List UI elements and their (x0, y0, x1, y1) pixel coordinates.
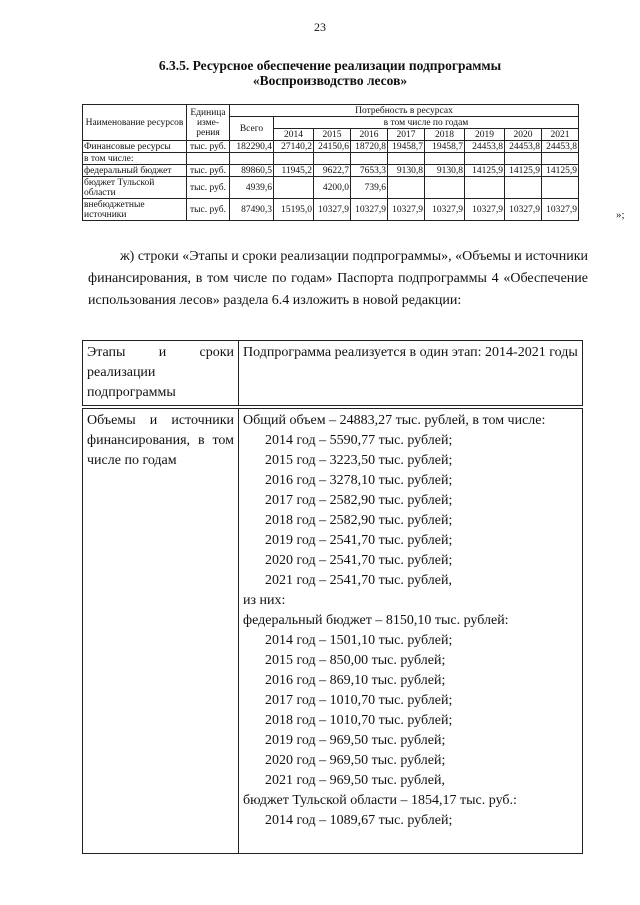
funding-line: из них: (243, 593, 286, 608)
resource-name-cell: Финансовые ресурсы (83, 141, 187, 153)
funding-line: 2019 год – 2541,70 тыс. рублей; (265, 533, 453, 548)
funding-line: 2019 год – 969,50 тыс. рублей; (265, 733, 446, 748)
resource-value-cell: 11945,2 (274, 165, 314, 177)
resource-unit-cell: тыс. руб. (187, 199, 230, 221)
col-header-by-years: в том числе по годам (274, 117, 579, 129)
funding-line: 2014 год – 5590,77 тыс. рублей; (265, 433, 453, 448)
section-title-line1: 6.3.5. Ресурсное обеспечение реализации подпрограммы (158, 58, 502, 73)
year-header-cell: 2014 (274, 129, 314, 141)
funding-line: 2014 год – 1089,67 тыс. рублей; (265, 813, 453, 828)
resource-total-cell: 4939,6 (230, 177, 274, 199)
resource-value-cell (314, 153, 351, 165)
col-header-total: Всего (230, 117, 274, 141)
funding-line: 2018 год – 2582,90 тыс. рублей; (265, 513, 453, 528)
resource-table-wrapper (82, 104, 579, 221)
resource-total-cell: 89860,5 (230, 165, 274, 177)
funding-line: 2018 год – 1010,70 тыс. рублей; (265, 713, 453, 728)
resource-value-cell (542, 153, 579, 165)
resource-table-row (83, 165, 579, 177)
resource-total-cell: 87490,3 (230, 199, 274, 221)
stage-table (82, 340, 583, 406)
funding-line: 2016 год – 869,10 тыс. рублей; (265, 673, 446, 688)
resource-value-cell: 19458,7 (425, 141, 465, 153)
col-header-name: Наименование ресурсов (83, 105, 187, 141)
col-header-unit (187, 105, 230, 141)
section-title (120, 58, 540, 88)
funding-table (82, 408, 583, 854)
resource-value-cell: 27140,2 (274, 141, 314, 153)
resource-table-row (83, 153, 579, 165)
year-header-cell: 2020 (505, 129, 542, 141)
resource-value-cell: 24453,8 (542, 141, 579, 153)
resource-value-cell: 7653,3 (351, 165, 388, 177)
resource-table-row (83, 199, 579, 221)
resource-value-cell: 18720,8 (351, 141, 388, 153)
resource-name-cell: в том числе: (83, 153, 187, 165)
funding-line: Общий объем – 24883,27 тыс. рублей, в том числе: (243, 413, 546, 428)
resource-table-row (83, 141, 579, 153)
funding-line: 2021 год – 969,50 тыс. рублей, (265, 773, 445, 788)
resource-value-cell (388, 153, 425, 165)
resource-unit-cell: тыс. руб. (187, 141, 230, 153)
resource-value-cell (274, 177, 314, 199)
year-header-cell: 2015 (314, 129, 351, 141)
resource-name-cell: бюджет Тульской области (83, 177, 187, 199)
resource-total-cell (230, 153, 274, 165)
funding-line: 2014 год – 1501,10 тыс. рублей; (265, 633, 453, 648)
resource-value-cell: 9622,7 (314, 165, 351, 177)
resource-table-body (83, 141, 579, 221)
resource-value-cell (388, 177, 425, 199)
resource-value-cell: 10327,9 (388, 199, 425, 221)
resource-name-cell: внебюджетные источники (83, 199, 187, 221)
closing-quote-mark: »; (616, 209, 625, 221)
resource-name-cell: федеральный бюджет (83, 165, 187, 177)
resource-unit-cell (187, 153, 230, 165)
resource-value-cell: 9130,8 (388, 165, 425, 177)
page-number: 23 (314, 20, 326, 34)
resource-value-cell: 24453,8 (505, 141, 542, 153)
funding-line: федеральный бюджет – 8150,10 тыс. рублей: (243, 613, 509, 628)
resource-value-cell: 10327,9 (542, 199, 579, 221)
instruction-paragraph: ж) строки «Этапы и сроки реализации подпрограммы», «Объемы и источники финансирования, в том числе по годам» Паспорта подпрограммы 4 «Обеспечение использования лесов» раздела 6.4 изложить в новой редакции: (88, 249, 588, 308)
funding-line: 2017 год – 1010,70 тыс. рублей; (265, 693, 453, 708)
resource-unit-cell: тыс. руб. (187, 165, 230, 177)
col-header-unit-line2: изме- (196, 117, 220, 128)
resource-value-cell (505, 177, 542, 199)
funding-line: 2020 год – 2541,70 тыс. рублей; (265, 553, 453, 568)
funding-line: 2020 год – 969,50 тыс. рублей; (265, 753, 446, 768)
year-header-cell: 2019 (465, 129, 505, 141)
resource-value-cell: 739,6 (351, 177, 388, 199)
resource-value-cell (465, 177, 505, 199)
resource-value-cell: 24453,8 (465, 141, 505, 153)
section-title-line2: «Воспроизводство лесов» (252, 73, 408, 88)
funding-lines (239, 409, 583, 854)
resource-value-cell: 24150,6 (314, 141, 351, 153)
resource-value-cell: 10327,9 (465, 199, 505, 221)
funding-line: 2016 год – 3278,10 тыс. рублей; (265, 473, 453, 488)
resource-value-cell: 9130,8 (425, 165, 465, 177)
resource-table (82, 104, 579, 221)
resource-value-cell: 19458,7 (388, 141, 425, 153)
resource-value-cell (465, 153, 505, 165)
resource-value-cell (425, 153, 465, 165)
resource-value-cell: 14125,9 (465, 165, 505, 177)
funding-line: бюджет Тульской области – 1854,17 тыс. руб.: (243, 793, 517, 808)
year-header-cell: 2016 (351, 129, 388, 141)
year-header-cell: 2021 (542, 129, 579, 141)
stage-label: Этапы и сроки реализации подпрограммы (83, 341, 239, 406)
resource-value-cell: 4200,0 (314, 177, 351, 199)
resource-value-cell: 10327,9 (505, 199, 542, 221)
resource-value-cell: 14125,9 (505, 165, 542, 177)
stage-value: Подпрограмма реализуется в один этап: 2014-2021 годы (239, 341, 583, 406)
resource-value-cell: 10327,9 (314, 199, 351, 221)
col-header-unit-line1: Единица (190, 107, 226, 118)
year-header-cell: 2017 (388, 129, 425, 141)
resource-unit-cell: тыс. руб. (187, 177, 230, 199)
resource-table-row (83, 177, 579, 199)
resource-total-cell: 182290,4 (230, 141, 274, 153)
col-header-need: Потребность в ресурсах (230, 105, 579, 117)
funding-line: 2015 год – 850,00 тыс. рублей; (265, 653, 446, 668)
resource-value-cell: 10327,9 (351, 199, 388, 221)
resource-value-cell (274, 153, 314, 165)
funding-line: 2021 год – 2541,70 тыс. рублей, (265, 573, 452, 588)
col-header-unit-line3: рения (196, 127, 220, 138)
funding-line: 2017 год – 2582,90 тыс. рублей; (265, 493, 453, 508)
resource-value-cell: 15195,0 (274, 199, 314, 221)
resource-value-cell: 10327,9 (425, 199, 465, 221)
year-header-cell: 2018 (425, 129, 465, 141)
funding-label: Объемы и источники финансирования, в том числе по годам (83, 409, 239, 854)
resource-value-cell (351, 153, 388, 165)
resource-value-cell (542, 177, 579, 199)
resource-value-cell (425, 177, 465, 199)
resource-value-cell (505, 153, 542, 165)
resource-value-cell: 14125,9 (542, 165, 579, 177)
funding-line: 2015 год – 3223,50 тыс. рублей; (265, 453, 453, 468)
